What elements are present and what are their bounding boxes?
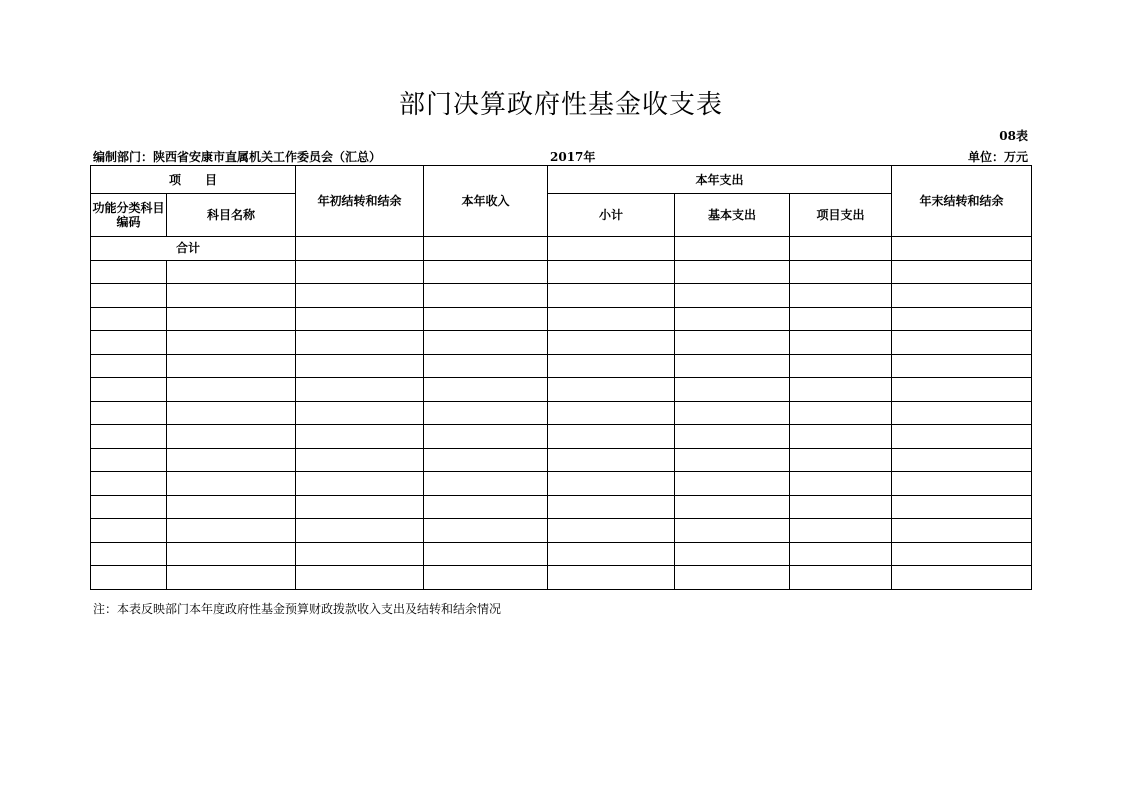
table-cell: [167, 378, 296, 402]
table-cell: [167, 542, 296, 566]
table-cell: [675, 260, 790, 284]
table-cell: [675, 542, 790, 566]
table-cell: [675, 519, 790, 543]
table-cell: [91, 307, 167, 331]
table-cell: [296, 566, 424, 590]
table-cell: [790, 284, 892, 308]
table-cell: [548, 378, 675, 402]
table-cell: [548, 495, 675, 519]
table-cell: [424, 542, 548, 566]
table-cell: [296, 401, 424, 425]
table-cell: [675, 401, 790, 425]
table-cell: [675, 378, 790, 402]
total-label: 合计: [91, 237, 296, 261]
table-code: 08表: [999, 129, 1028, 143]
page-title: 部门决算政府性基金收支表: [398, 90, 723, 120]
table-cell: [675, 307, 790, 331]
table-cell: [790, 425, 892, 449]
table-row: [91, 284, 1032, 308]
table-cell: [167, 260, 296, 284]
header-begin-balance: 年初结转和结余: [296, 166, 424, 237]
total-cell: [548, 237, 675, 261]
table-cell: [167, 307, 296, 331]
header-project-expense: 项目支出: [790, 194, 892, 237]
table-cell: [424, 307, 548, 331]
table-cell: [892, 566, 1032, 590]
table-cell: [548, 566, 675, 590]
table-cell: [167, 401, 296, 425]
table-cell: [167, 472, 296, 496]
table-cell: [424, 284, 548, 308]
table-cell: [790, 260, 892, 284]
table-cell: [790, 354, 892, 378]
table-cell: [675, 284, 790, 308]
table-cell: [91, 519, 167, 543]
table-cell: [790, 566, 892, 590]
table-cell: [91, 284, 167, 308]
table-cell: [296, 519, 424, 543]
table-row: [91, 472, 1032, 496]
table-cell: [790, 331, 892, 355]
table-cell: [790, 519, 892, 543]
empty-rows: [91, 260, 1032, 589]
table-cell: [892, 519, 1032, 543]
table-cell: [296, 495, 424, 519]
table-cell: [675, 472, 790, 496]
table-cell: [548, 354, 675, 378]
total-row: [91, 237, 1032, 261]
table-cell: [296, 378, 424, 402]
table-cell: [91, 425, 167, 449]
table-cell: [424, 331, 548, 355]
unit-label: 单位：万元: [967, 150, 1028, 164]
header-subject-name: 科目名称: [167, 194, 296, 237]
table-cell: [548, 331, 675, 355]
table-cell: [296, 260, 424, 284]
table-cell: [167, 495, 296, 519]
table-cell: [296, 542, 424, 566]
table-cell: [548, 284, 675, 308]
table-cell: [675, 448, 790, 472]
table-cell: [548, 425, 675, 449]
table-row: [91, 331, 1032, 355]
table-cell: [91, 401, 167, 425]
table-cell: [675, 331, 790, 355]
total-cell: [424, 237, 548, 261]
table-cell: [91, 448, 167, 472]
table-cell: [790, 378, 892, 402]
table-cell: [91, 566, 167, 590]
table-cell: [424, 354, 548, 378]
table-cell: [167, 284, 296, 308]
table-cell: [167, 566, 296, 590]
table-cell: [548, 307, 675, 331]
table-cell: [548, 448, 675, 472]
table-cell: [424, 378, 548, 402]
table-cell: [675, 566, 790, 590]
table-cell: [91, 495, 167, 519]
table-cell: [790, 307, 892, 331]
table-cell: [892, 472, 1032, 496]
table-cell: [892, 307, 1032, 331]
table-cell: [424, 566, 548, 590]
table-cell: [892, 260, 1032, 284]
table-cell: [91, 472, 167, 496]
table-cell: [424, 472, 548, 496]
total-cell: [790, 237, 892, 261]
table-cell: [548, 542, 675, 566]
header-end-balance: 年末结转和结余: [892, 166, 1032, 237]
table-cell: [548, 519, 675, 543]
total-cell: [675, 237, 790, 261]
table-row: [91, 378, 1032, 402]
table-cell: [167, 425, 296, 449]
table-cell: [167, 331, 296, 355]
table-cell: [91, 331, 167, 355]
header-income: 本年收入: [424, 166, 548, 237]
table-cell: [424, 448, 548, 472]
table-cell: [790, 448, 892, 472]
table-row: [91, 542, 1032, 566]
table-cell: [892, 331, 1032, 355]
table-cell: [296, 425, 424, 449]
table-row: [91, 519, 1032, 543]
table-row: [91, 425, 1032, 449]
table-cell: [892, 425, 1032, 449]
header-expense: 本年支出: [548, 166, 892, 194]
table-cell: [892, 378, 1032, 402]
table-note: 注：本表反映部门本年度政府性基金预算财政拨款收入支出及结转和结余情况: [93, 602, 502, 616]
total-cell: [296, 237, 424, 261]
compiling-department: 编制部门：陕西省安康市直属机关工作委员会（汇总）: [93, 150, 382, 164]
table-cell: [296, 472, 424, 496]
header-subtotal: 小计: [548, 194, 675, 237]
table-cell: [296, 354, 424, 378]
table-cell: [91, 542, 167, 566]
table-cell: [167, 519, 296, 543]
header-item: 项 目: [91, 166, 296, 194]
table-row: [91, 566, 1032, 590]
table-row: [91, 307, 1032, 331]
table-cell: [892, 401, 1032, 425]
table-cell: [790, 495, 892, 519]
table-cell: [548, 260, 675, 284]
table-cell: [548, 401, 675, 425]
table-row: [91, 260, 1032, 284]
table-cell: [892, 542, 1032, 566]
table-cell: [91, 378, 167, 402]
total-cell: [892, 237, 1032, 261]
table-cell: [892, 495, 1032, 519]
table-cell: [892, 354, 1032, 378]
header-basic-expense: 基本支出: [675, 194, 790, 237]
table-cell: [91, 354, 167, 378]
table-cell: [167, 448, 296, 472]
table-cell: [892, 284, 1032, 308]
header-func-code: 功能分类科目编码: [91, 194, 167, 237]
table-cell: [892, 448, 1032, 472]
table-cell: [91, 260, 167, 284]
table-cell: [790, 401, 892, 425]
report-year: 2017年: [550, 150, 596, 164]
table-cell: [424, 425, 548, 449]
table-cell: [424, 519, 548, 543]
table-cell: [296, 448, 424, 472]
table-cell: [675, 495, 790, 519]
table-cell: [675, 354, 790, 378]
table-cell: [790, 542, 892, 566]
table-cell: [296, 331, 424, 355]
table-cell: [675, 425, 790, 449]
table-cell: [296, 284, 424, 308]
fund-table: [90, 165, 1032, 590]
table-cell: [296, 307, 424, 331]
table-cell: [424, 495, 548, 519]
table-cell: [424, 260, 548, 284]
table-cell: [424, 401, 548, 425]
table-cell: [167, 354, 296, 378]
table-row: [91, 495, 1032, 519]
table-cell: [548, 472, 675, 496]
table-row: [91, 401, 1032, 425]
table-row: [91, 354, 1032, 378]
table-cell: [790, 472, 892, 496]
table-row: [91, 448, 1032, 472]
